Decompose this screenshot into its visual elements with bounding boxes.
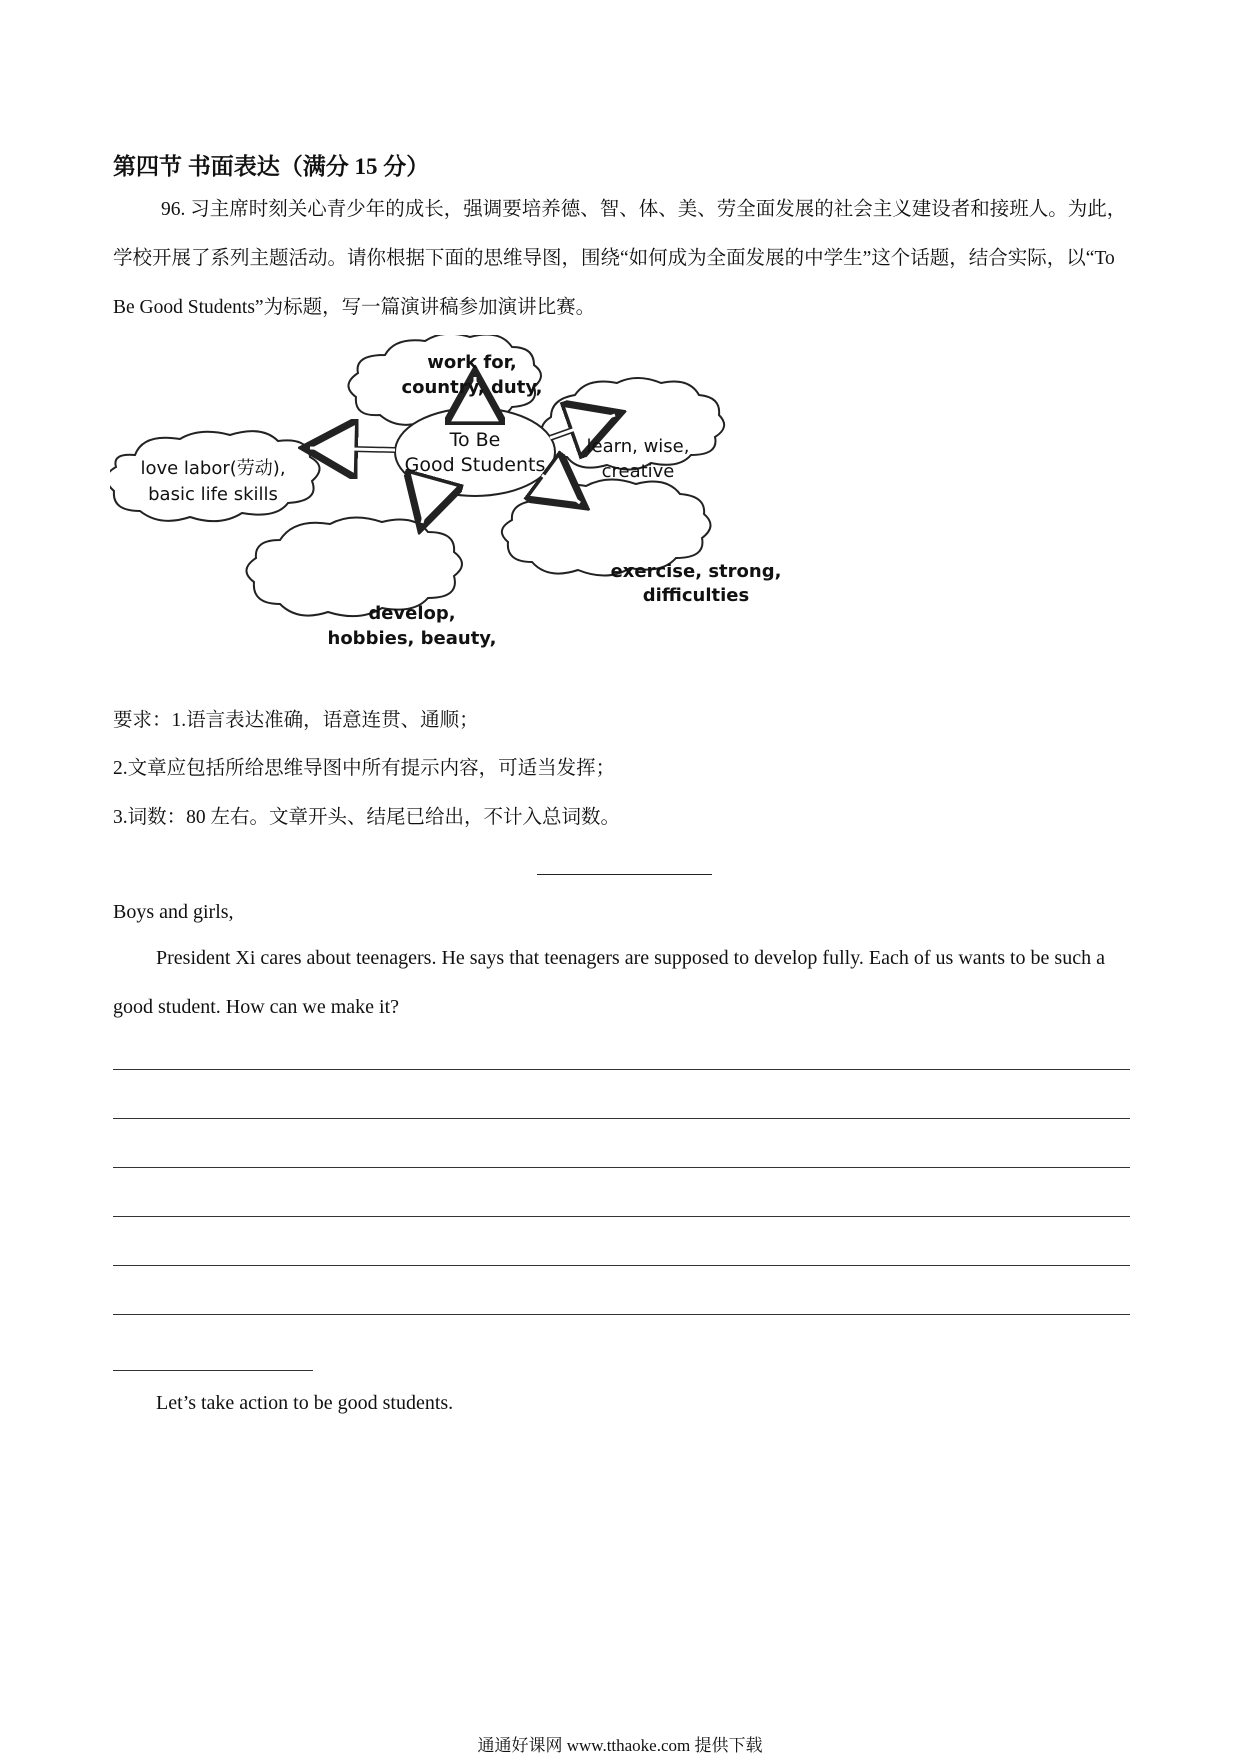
center-line-2: Good Students xyxy=(404,454,546,476)
writing-line[interactable] xyxy=(113,1265,1130,1266)
footer-watermark: 通通好课网 www.tthaoke.com 提供下载 xyxy=(477,1736,763,1755)
bottom-right-node-line-1: exercise, strong, xyxy=(610,561,782,582)
left-node-line-1: love labor(劳动), xyxy=(140,458,286,479)
right-node-line-2: creative xyxy=(601,461,675,482)
requirement-1: 要求：1.语言表达准确，语意连贯、通顺； xyxy=(113,710,479,731)
writing-line[interactable] xyxy=(113,1314,1130,1315)
bottom-node-line-2: hobbies, beauty, xyxy=(327,628,497,649)
question-prompt: 96. 习主席时刻关心青少年的成长，强调要培养德、智、体、美、劳全面发展的社会主义建设者和接班人。为此，学校开展了系列主题活动。请你根据下面的思维导图，围绕“如何成为全面发展的中学生”这个话题，结合实际，以“To Be Good Students”为标题，写一篇演讲稿参加演讲比赛。 xyxy=(113,199,1127,318)
top-node-line-1: work for, xyxy=(427,352,517,373)
section-title: 第四节 书面表达（满分 15 分） xyxy=(113,154,430,179)
bottom-right-node-line-2: difficulties xyxy=(642,585,750,606)
mind-map xyxy=(110,335,830,685)
right-node-line-1: learn, wise, xyxy=(586,436,690,457)
cloud-bottom xyxy=(246,517,462,616)
left-node-line-2: basic life skills xyxy=(148,484,278,505)
bottom-node-line-1: develop, xyxy=(368,603,456,624)
center-node xyxy=(395,408,555,496)
title-blank-line[interactable] xyxy=(537,874,712,875)
writing-line-short[interactable] xyxy=(113,1370,313,1371)
top-node-line-2: country, duty, xyxy=(401,377,543,398)
essay-opening: President Xi cares about teenagers. He says that teenagers are supposed to develop fully. Each of us wants to be such a good student. How can we make it? xyxy=(113,947,1105,1018)
requirement-3: 3.词数：80 左右。文章开头、结尾已给出，不计入总词数。 xyxy=(113,807,621,828)
writing-line[interactable] xyxy=(113,1216,1130,1217)
requirement-2: 2.文章应包括所给思维导图中所有提示内容，可适当发挥； xyxy=(113,758,616,779)
essay-greeting: Boys and girls, xyxy=(113,901,234,923)
writing-line[interactable] xyxy=(113,1118,1130,1119)
center-line-1: To Be xyxy=(449,429,501,451)
writing-line[interactable] xyxy=(113,1069,1130,1070)
writing-line[interactable] xyxy=(113,1167,1130,1168)
essay-closing: Let’s take action to be good students. xyxy=(156,1392,454,1414)
